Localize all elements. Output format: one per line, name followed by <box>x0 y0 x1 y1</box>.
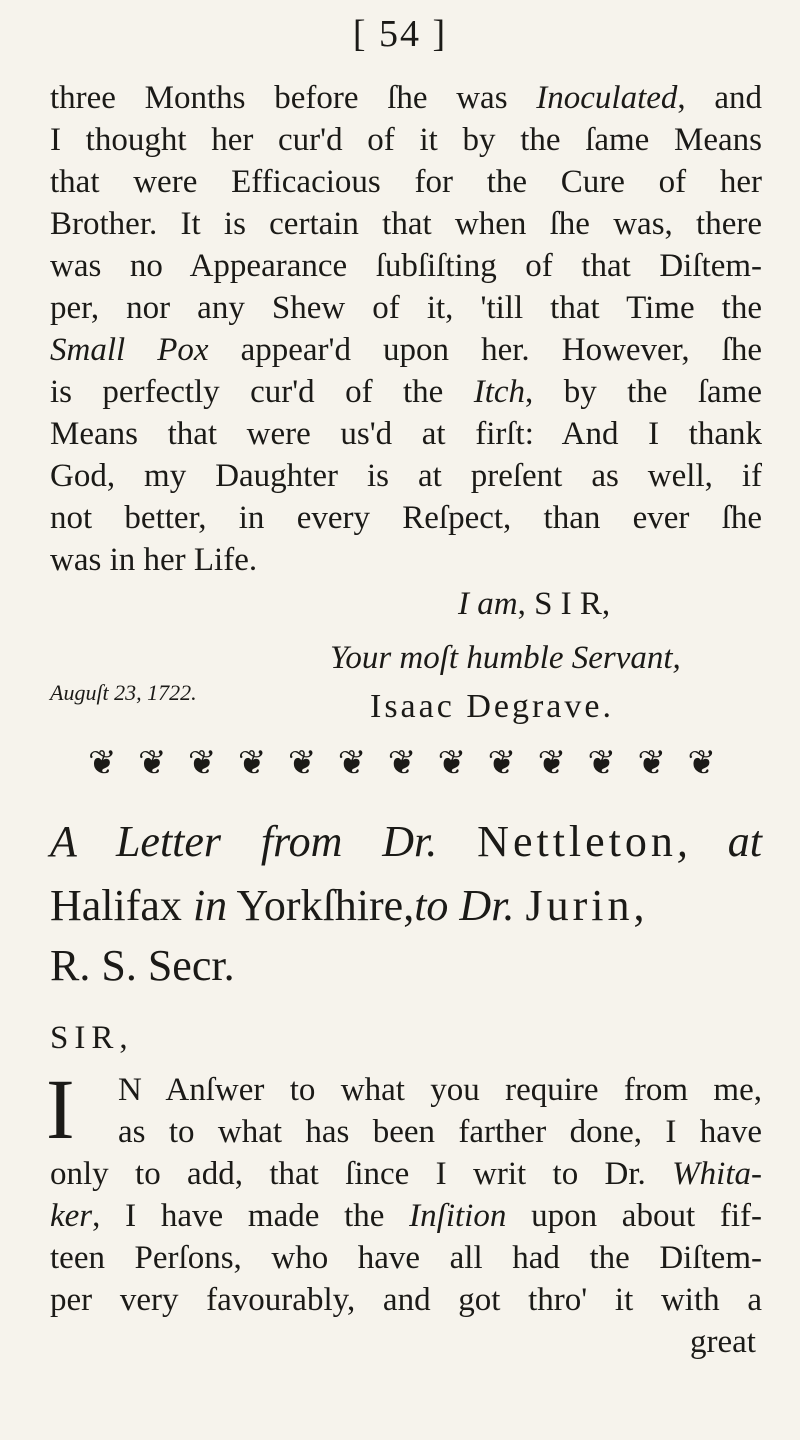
text: , I have made the <box>92 1198 410 1234</box>
fleuron-ornament-icon: ❦ <box>687 745 716 782</box>
text: only to add, that ſince I writ to Dr. <box>50 1156 673 1192</box>
text: appear'd upon her. However, ſhe <box>208 332 762 368</box>
fleuron-ornament-icon: ❦ <box>537 745 567 782</box>
text: Halifax <box>50 881 193 930</box>
fleuron-ornament-icon: ❦ <box>587 745 617 782</box>
signature: Isaac Degrave. <box>370 688 614 725</box>
page-number: [ 54 ] <box>352 13 448 55</box>
text: , and <box>677 80 762 116</box>
fleuron-ornament-icon: ❦ <box>187 745 217 782</box>
text-line: was in her Life. <box>50 542 258 578</box>
text-line: per, nor any Shew of it, 'till that Time the <box>50 290 762 326</box>
italic-text: ker <box>50 1198 93 1234</box>
text: , <box>633 881 645 930</box>
text: upon about fif- <box>506 1198 763 1234</box>
italic-text: Small Pox <box>50 332 209 368</box>
text: Jurin <box>525 881 634 930</box>
italic-text: in <box>192 881 228 930</box>
italic-text: Inſition <box>409 1198 507 1234</box>
text: Yorkſhire, <box>227 881 415 930</box>
salutation: SIR, <box>50 1020 134 1056</box>
catchword: great <box>690 1324 756 1360</box>
fleuron-ornament-icon: ❦ <box>437 745 467 782</box>
closing-line <box>458 586 610 623</box>
text: three Months before ſhe was <box>50 80 537 116</box>
fleuron-ornament-icon: ❦ <box>137 745 167 782</box>
fleuron-ornament-icon: ❦ <box>487 745 517 782</box>
text-line: not better, in every Reſpect, than ever ſhe <box>50 500 762 536</box>
fleuron-ornament-icon: ❦ <box>637 745 666 782</box>
text: Nettleton <box>477 817 677 866</box>
fleuron-ornament-icon: ❦ <box>387 745 417 782</box>
italic-text: Whita- <box>672 1156 762 1192</box>
italic-text: Itch <box>473 374 526 410</box>
text-line: teen Perſons, who have all had the Diſtem- <box>50 1240 762 1276</box>
italic-text: A Letter from Dr. <box>50 817 478 866</box>
text-line: Brother. It is certain that when ſhe was, there <box>50 206 762 242</box>
letter-date: Auguſt 23, 1722. <box>50 680 197 705</box>
italic-text: I am <box>458 586 518 622</box>
text-line <box>50 330 762 370</box>
text-line: per very favourably, and got thro' it with a <box>50 1282 762 1318</box>
text: , S I R, <box>517 586 611 622</box>
text: is perfectly cur'd of the <box>50 374 474 410</box>
closing-servant: Your moſt humble Servant, <box>330 640 681 676</box>
text-line: was no Appearance ſubſiſting of that Diſtem- <box>50 248 762 284</box>
text: , by the ſame <box>525 374 762 410</box>
letter-heading-line-2 <box>50 880 644 931</box>
fleuron-ornament-icon: ❦ <box>88 745 117 782</box>
text-line: God, my Daughter is at preſent as well, if <box>50 458 762 494</box>
text-line <box>50 1154 762 1194</box>
text-line: Means that were us'd at firſt: And I thank <box>50 416 762 452</box>
text-line: N Anſwer to what you require from me, <box>118 1072 762 1108</box>
text-line: I thought her cur'd of it by the ſame Means <box>50 122 762 158</box>
fleuron-ornament-icon: ❦ <box>287 745 317 782</box>
italic-text: Inoculated <box>536 80 678 116</box>
fleuron-ornament-icon: ❦ <box>337 745 367 782</box>
letter-heading-line-3: R. S. Secr. <box>50 941 235 990</box>
letter-heading-line-1 <box>50 816 762 867</box>
text-line <box>50 78 762 118</box>
ornament-row <box>88 744 716 784</box>
text-line: as to what has been farther done, I have <box>118 1114 762 1150</box>
text-line: that were Efficacious for the Cure of her <box>50 164 762 200</box>
italic-text: , at <box>676 817 762 866</box>
italic-text: to Dr. <box>414 881 526 930</box>
drop-cap: I <box>46 1061 75 1157</box>
text-line <box>50 1196 762 1236</box>
fleuron-ornament-icon: ❦ <box>237 745 267 782</box>
text-line <box>50 372 762 412</box>
